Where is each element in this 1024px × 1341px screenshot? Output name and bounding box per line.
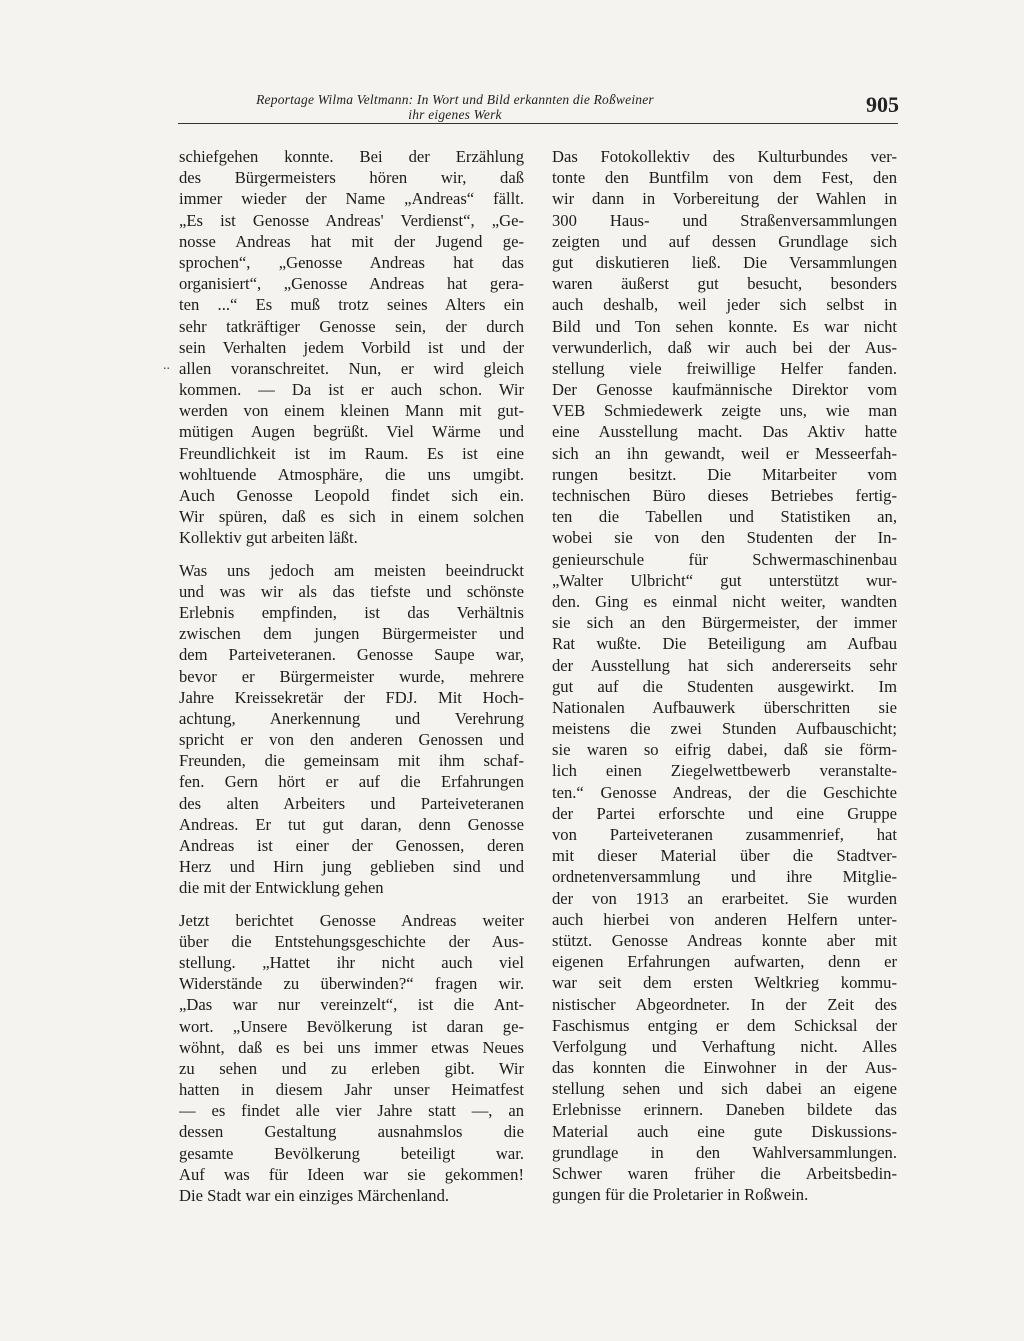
text-line: Auch Genosse Leopold findet sich ein. <box>179 486 524 505</box>
text-line: Freundlichkeit ist im Raum. Es ist eine <box>179 443 524 463</box>
text-line: stellung viele freiwillige Helfer fanden. <box>552 358 897 378</box>
text-line: ten die Tabellen und Statistiken an, <box>552 507 897 527</box>
text-line: waren äußerst gut besucht, besonders <box>552 274 897 294</box>
text-line: sprochen“, „Genosse Andreas hat das <box>179 252 524 272</box>
text-line: stellung sehen und sich dabei an eigene <box>552 1079 897 1099</box>
text-line: dessen Gestaltung ausnahmslos die <box>179 1122 524 1142</box>
paragraph-gap <box>179 899 524 910</box>
text-line: sie sich an den Bürgermeister, der immer <box>552 613 897 633</box>
text-line: Kollektiv gut arbeiten läßt. <box>179 528 358 548</box>
text-line: wir dann in Vorbereitung der Wahlen in <box>552 189 897 209</box>
text-line: spricht er von den anderen Genossen und <box>179 730 524 750</box>
text-line: stellung. „Hattet ihr nicht auch viel <box>179 952 524 972</box>
text-line: dem Parteiveteranen. Genosse Saupe war, <box>179 645 524 665</box>
text-line: immer wieder der Name „Andreas“ fällt. <box>179 189 524 209</box>
text-line: Bild und Ton sehen konnte. Es war nicht <box>552 316 897 336</box>
text-line: Wir spüren, daß es sich in einem solchen <box>179 507 524 527</box>
text-line: genieurschule für Schwermaschinenbau <box>552 549 897 569</box>
text-line: ordnetenversammlung und ihre Mitglie- <box>552 867 897 887</box>
text-line: werden von einem kleinen Mann mit gut- <box>179 401 524 421</box>
text-line: von Parteiveteranen zusammenrief, hat <box>552 825 897 844</box>
text-line: zu sehen und zu erleben gibt. Wir <box>179 1058 524 1078</box>
text-line: der von 1913 an erarbeitet. Sie wurden <box>552 888 897 908</box>
text-line: verwunderlich, daß wir auch bei der Aus- <box>552 337 897 357</box>
text-line: tonte den Buntfilm von dem Fest, den <box>552 168 897 188</box>
text-line: Andreas ist einer der Genossen, deren <box>179 836 524 855</box>
text-line: Verfolgung und Verhaftung nicht. Alles <box>552 1036 897 1056</box>
text-line: „Das war nur vereinzelt“, ist die Ant- <box>179 995 524 1015</box>
paragraph <box>179 910 524 1207</box>
text-line: kommen. — Da ist er auch schon. Wir <box>179 380 524 400</box>
right-column <box>552 146 897 1205</box>
text-line: sie waren so eifrig dabei, daß sie förm- <box>552 740 897 760</box>
left-column <box>179 146 524 1206</box>
text-line: mit dieser Material über die Stadtver- <box>552 846 897 866</box>
text-line: lich einen Ziegelwettbewerb veranstalte- <box>552 761 897 781</box>
text-line: allen voranschreitet. Nun, er wird gleich <box>179 358 524 378</box>
running-header <box>160 92 750 122</box>
text-line: Die Stadt war ein einziges Märchenland. <box>179 1186 450 1205</box>
text-line: Herz und Hirn jung geblieben sind und <box>179 857 524 877</box>
text-line: Faschismus entging er dem Schicksal der <box>552 1015 897 1035</box>
text-line: Rat wußte. Die Beteiligung am Aufbau <box>552 634 897 654</box>
text-line: bevor er Bürgermeister wurde, mehrere <box>179 666 524 686</box>
text-line: grundlage in den Wahlversammlungen. <box>552 1142 897 1162</box>
text-line: Nationalen Aufbauwerk überschritten sie <box>552 697 897 717</box>
text-line: Andreas. Er tut gut daran, denn Genosse <box>179 814 524 834</box>
text-line: der Ausstellung hat sich andererseits sehr <box>552 655 897 675</box>
text-line: gungen für die Proletarier in Roßwein. <box>552 1185 809 1205</box>
margin-mark: .. <box>163 358 170 373</box>
page-number: 905 <box>866 92 899 117</box>
text-line: fen. Gern hört er auf die Erfahrungen <box>179 772 524 792</box>
text-line: wobei sie von den Studenten der In- <box>552 528 897 548</box>
text-line: VEB Schmiedewerk zeigte uns, wie man <box>552 401 897 421</box>
text-line: wohltuende Atmosphäre, die uns umgibt. <box>179 464 524 484</box>
text-line: Erlebnisse erinnern. Daneben bildete das <box>552 1100 897 1120</box>
text-line: Freunden, die gemeinsam mit ihm schaf- <box>179 751 524 771</box>
text-line: meistens die zwei Stunden Aufbauschicht; <box>552 719 897 739</box>
text-line: nistischer Abgeordneter. In der Zeit des <box>552 994 897 1014</box>
text-line: sich an ihn gewandt, weil er Messeerfah- <box>552 443 897 463</box>
text-line: des Bürgermeisters hören wir, daß <box>179 168 524 188</box>
text-line: wöhnt, daß es bei uns immer etwas Neues <box>179 1037 524 1057</box>
paragraph <box>552 146 897 1205</box>
text-line: auch deshalb, weil jeder sich selbst in <box>552 295 897 315</box>
text-line: „Walter Ulbricht“ gut unterstützt wur- <box>552 570 897 590</box>
text-line: auch hierbei von anderen Helfern unter- <box>552 909 897 929</box>
text-line: technischen Büro dieses Betriebes fertig- <box>552 486 897 505</box>
text-line: Der Genosse kaufmännische Direktor vom <box>552 380 897 400</box>
text-line: zwischen dem jungen Bürgermeister und <box>179 624 524 644</box>
text-line: schiefgehen konnte. Bei der Erzählung <box>179 147 524 166</box>
text-line: das konnten die Einwohner in der Aus- <box>552 1058 897 1078</box>
text-line: — es findet alle vier Jahre statt —, an <box>179 1101 524 1121</box>
text-line: des alten Arbeiters und Parteiveteranen <box>179 793 524 813</box>
text-line: wort. „Unsere Bevölkerung ist daran ge- <box>179 1016 524 1036</box>
text-line: Jahre Kreissekretär der FDJ. Mit Hoch- <box>179 687 524 707</box>
text-line: ten.“ Genosse Andreas, der die Geschichte <box>552 782 897 802</box>
running-header-line-2: ihr eigenes Werk <box>408 107 502 122</box>
text-line: war seit dem ersten Weltkrieg kommu- <box>552 973 897 993</box>
text-line: Schwer waren früher die Arbeitsbedin- <box>552 1164 897 1183</box>
text-line: organisiert“, „Genosse Andreas hat gera- <box>179 274 524 294</box>
text-line: eine Ausstellung macht. Das Aktiv hatte <box>552 422 897 442</box>
text-line: gut diskutieren ließ. Die Versammlungen <box>552 252 897 272</box>
text-line: Das Fotokollektiv des Kulturbundes ver- <box>552 147 897 166</box>
header-rule <box>178 123 898 124</box>
text-line: Auf was für Ideen war sie gekommen! <box>179 1164 524 1184</box>
text-line: hatten in diesem Jahr unser Heimatfest <box>179 1080 524 1100</box>
text-line: Jetzt berichtet Genosse Andreas weiter <box>179 910 524 930</box>
text-line: eigenen Erfahrungen aufwarten, denn er <box>552 952 897 972</box>
text-line: gesamte Bevölkerung beteiligt war. <box>179 1143 524 1163</box>
text-line: Was uns jedoch am meisten beeindruckt <box>179 560 524 580</box>
text-line: sein Verhalten jedem Vorbild ist und der <box>179 337 524 357</box>
text-line: die mit der Entwicklung gehen <box>179 878 384 898</box>
text-line: gut auf die Studenten ausgewirkt. Im <box>552 676 897 696</box>
paragraph <box>179 560 524 899</box>
paragraph-gap <box>179 549 524 560</box>
text-line: der Partei erforschte und eine Gruppe <box>552 803 897 823</box>
running-header-line-1: Reportage Wilma Veltmann: In Wort und Bild erkannten die Roßweiner <box>256 92 654 107</box>
text-line: Widerstände zu überwinden?“ fragen wir. <box>179 974 524 994</box>
text-line: zeigten und auf dessen Grundlage sich <box>552 231 897 251</box>
paragraph <box>179 146 524 549</box>
text-line: Material auch eine gute Diskussions- <box>552 1121 897 1141</box>
text-line: nosse Andreas hat mit der Jugend ge- <box>179 231 524 251</box>
text-line: achtung, Anerkennung und Verehrung <box>179 708 524 728</box>
text-line: stützt. Genosse Andreas konnte aber mit <box>552 930 897 950</box>
text-line: ten ...“ Es muß trotz seines Alters ein <box>179 295 524 315</box>
text-line: rungen besitzt. Die Mitarbeiter vom <box>552 464 897 484</box>
text-line: über die Entstehungsgeschichte der Aus- <box>179 931 524 951</box>
text-line: und was wir als das tiefste und schönste <box>179 581 524 601</box>
text-line: mütigen Augen begrüßt. Viel Wärme und <box>179 422 524 442</box>
text-line: den. Ging es einmal nicht weiter, wandten <box>552 591 897 611</box>
text-line: „Es ist Genosse Andreas' Verdienst“, „Ge- <box>179 210 524 230</box>
text-line: Erlebnis empfinden, ist das Verhältnis <box>179 602 524 622</box>
text-line: sehr tatkräftiger Genosse sein, der durch <box>179 316 524 336</box>
text-line: 300 Haus- und Straßenversammlungen <box>552 210 897 230</box>
